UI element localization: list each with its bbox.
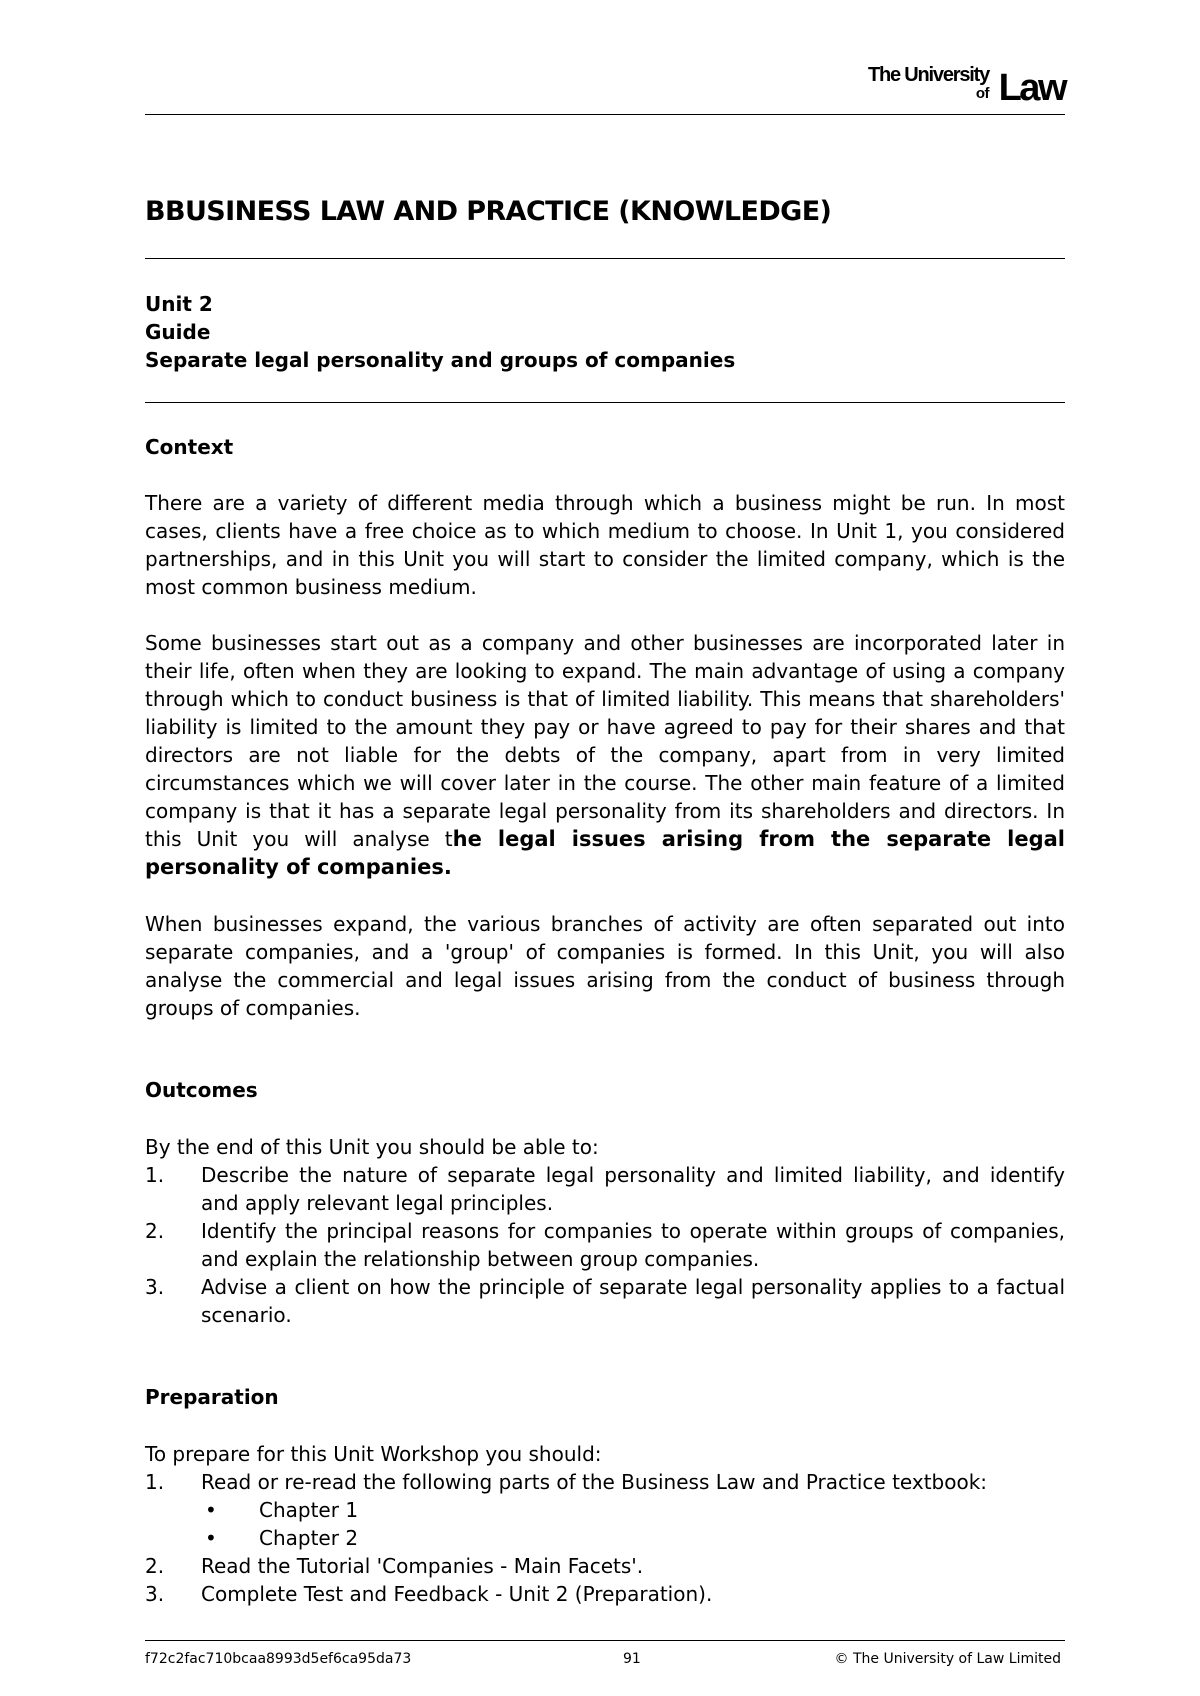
list-number: 2. — [145, 1219, 165, 1243]
bullet-icon: • — [205, 1526, 217, 1550]
header-rule — [145, 114, 1065, 115]
outcomes-intro: By the end of this Unit you should be able to: — [145, 1135, 599, 1159]
logo-line-3: Law — [998, 67, 1065, 109]
preparation-intro: To prepare for this Unit Workshop you should: — [145, 1442, 602, 1466]
list-item — [145, 1552, 1065, 1580]
list-number: 1. — [145, 1163, 165, 1187]
list-item — [145, 1468, 1065, 1552]
list-text: Complete Test and Feedback - Unit 2 (Preparation). — [201, 1582, 713, 1606]
footer-rule — [145, 1640, 1065, 1641]
list-item — [145, 1273, 1065, 1329]
bullet-item — [201, 1496, 1065, 1524]
list-number: 2. — [145, 1554, 165, 1578]
bullet-text: Chapter 2 — [259, 1526, 359, 1550]
list-text: Read or re-read the following parts of the Business Law and Practice textbook: — [201, 1470, 988, 1494]
list-text: Read the Tutorial 'Companies - Main Facets'. — [201, 1554, 644, 1578]
context-paragraph-2 — [145, 629, 1065, 881]
unit-number: Unit 2 — [145, 292, 213, 316]
list-number: 3. — [145, 1582, 165, 1606]
list-text: Identify the principal reasons for companies to operate within groups of companies, and explain the relationship between group companies. — [201, 1219, 1065, 1271]
list-item — [145, 1580, 1065, 1608]
copyright-notice: © The University of Law Limited — [834, 1651, 1061, 1667]
document-title: BBUSINESS LAW AND PRACTICE (KNOWLEDGE) — [145, 196, 832, 227]
preparation-list — [145, 1468, 1065, 1608]
preparation-heading: Preparation — [145, 1385, 279, 1409]
chapter-bullets — [201, 1496, 1065, 1552]
context-paragraph-2-text: Some businesses start out as a company and other businesses are incorporated later in their life, often when they are looking to expand. The main advantage of using a company through which to conduct business is that of limited liability. This means that shareholders' liability is limited to the amount they pay or have agreed to pay for their shares and that directors are not liable for the debts of the company, apart from in very limited circumstances which we will cover later in the course. The other main feature of a limited company is that it has a separate legal personality from its shareholders and directors. In this Unit you will analyse t — [145, 631, 1065, 851]
list-item — [145, 1217, 1065, 1273]
outcomes-list — [145, 1161, 1065, 1329]
context-paragraph-3: When businesses expand, the various branches of activity are often separated out into separate companies, and a 'group' of companies is formed. In this Unit, you will also analyse the commercial and legal issues arising from the conduct of business through groups of companies. — [145, 912, 1065, 1020]
list-text: Advise a client on how the principle of separate legal personality applies to a factual scenario. — [201, 1275, 1065, 1327]
logo-line-2: of — [975, 85, 989, 102]
unit-rule — [145, 402, 1065, 403]
context-paragraph-2-bold: he legal issues arising from the separate legal personality of companies. — [145, 827, 1065, 879]
page-number: 91 — [623, 1651, 641, 1667]
list-number: 1. — [145, 1470, 165, 1494]
logo-line-1: The University — [867, 64, 989, 86]
list-item — [145, 1161, 1065, 1217]
list-number: 3. — [145, 1275, 165, 1299]
outcomes-heading: Outcomes — [145, 1078, 258, 1102]
unit-type: Guide — [145, 320, 211, 344]
unit-info — [145, 290, 735, 374]
context-heading: Context — [145, 435, 234, 459]
bullet-text: Chapter 1 — [259, 1498, 359, 1522]
context-paragraph-1: There are a variety of different media through which a business might be run. In most cases, clients have a free choice as to which medium to choose. In Unit 1, you considered partnerships, and in this Unit you will start to consider the limited company, which is the most common business medium. — [145, 491, 1065, 599]
unit-topic: Separate legal personality and groups of companies — [145, 348, 736, 372]
university-logo — [845, 64, 1065, 109]
list-text: Describe the nature of separate legal personality and limited liability, and identify and apply relevant legal principles. — [201, 1163, 1065, 1215]
title-rule — [145, 258, 1065, 259]
bullet-item — [201, 1524, 1065, 1552]
document-id: f72c2fac710bcaa8993d5ef6ca95da73 — [145, 1651, 412, 1667]
bullet-icon: • — [205, 1498, 217, 1522]
